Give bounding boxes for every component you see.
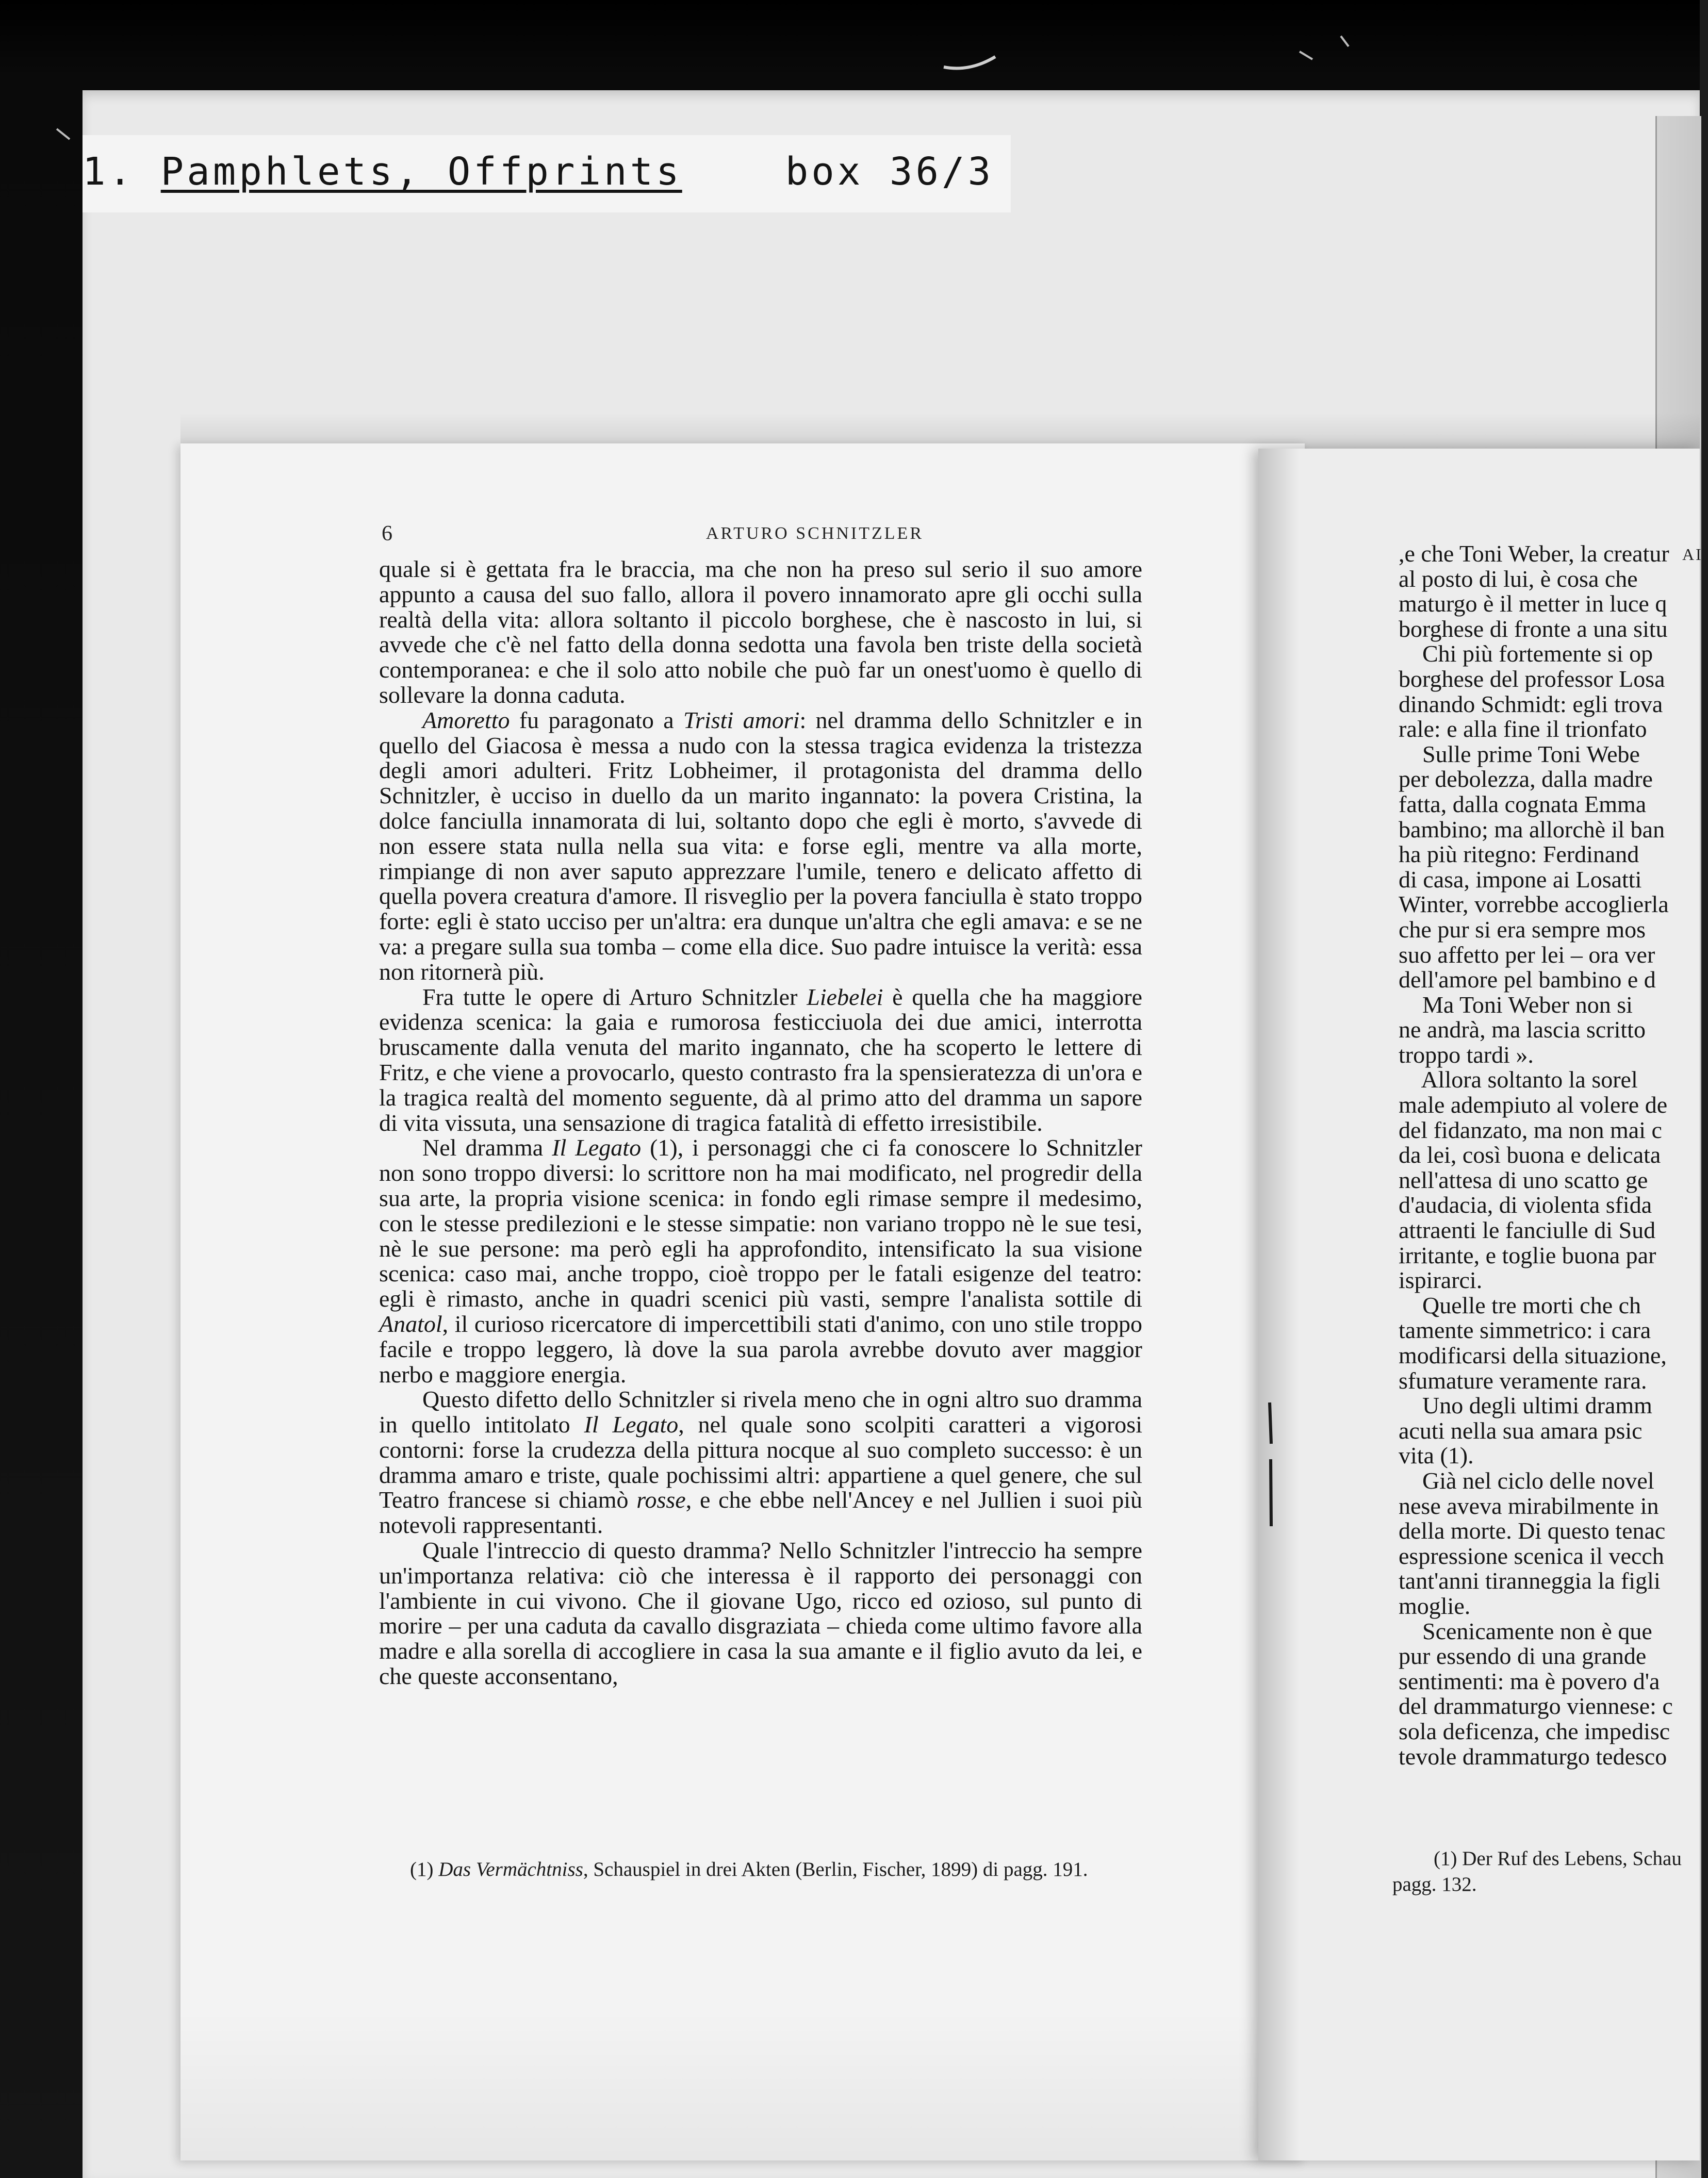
italic-title: Amoretto: [422, 706, 510, 733]
right-page-line: Winter, vorrebbe accoglierla: [1399, 891, 1669, 918]
right-page-line: borghese di fronte a una situ: [1399, 615, 1668, 642]
scan-artifact-marks: [0, 0, 1700, 103]
right-page-line: fatta, dalla cognata Emma: [1399, 790, 1647, 817]
right-page-line: Uno degli ultimi dramm: [1399, 1392, 1652, 1419]
right-page-line: modificarsi della situazione,: [1399, 1342, 1667, 1368]
label-category: Pamphlets, Offprints: [160, 150, 682, 194]
paragraph: [379, 1135, 1142, 1387]
paragraph: [379, 985, 1142, 1136]
right-page-line: dell'amore pel bambino e d: [1399, 966, 1656, 993]
right-page-line: della morte. Di questo tenac: [1399, 1517, 1666, 1544]
paragraph: [379, 708, 1142, 985]
paragraph: [379, 1538, 1142, 1689]
text-run: Fra tutte le opere di Arturo Schnitzler: [422, 983, 807, 1010]
right-page-line: male adempiuto al volere de: [1399, 1092, 1668, 1118]
paragraph: [379, 557, 1142, 708]
right-page-line: Sulle prime Toni Webe: [1399, 740, 1640, 767]
italic-title: Il Legato: [584, 1411, 679, 1438]
text-run: Nel dramma: [422, 1134, 552, 1161]
right-page-line: di casa, impone ai Losatti: [1399, 866, 1642, 893]
text-run: è quella che ha maggiore evidenza scenica: la gaia e rumorosa festicciuola dei due amici, interrotta bruscamente dalla venuta del marito ingannato, che ha scoperto le lettere di Fritz, e che viene a provocarlo, questo contrasto fra la spensieratezza di un'ora e la tragica realtà del momento seguente, dà al primo atto del dramma un sapore di vita vissuta, una sensazione di tragica fatalità di effetto irresistibile.: [379, 983, 1142, 1136]
label-index: 1.: [83, 150, 135, 194]
right-footnote-line: pagg. 132.: [1392, 1873, 1477, 1895]
page-number: 6: [382, 522, 392, 546]
right-page-line: vita (1).: [1399, 1442, 1474, 1469]
right-page-line: da lei, così buona e delicata: [1399, 1142, 1661, 1168]
right-page-line: Ma Toni Weber non si: [1399, 991, 1633, 1018]
right-footnote-line: (1) Der Ruf des Lebens, Schau: [1434, 1847, 1682, 1870]
body-text: [379, 557, 1142, 1841]
label-box: box 36/3: [785, 150, 994, 194]
right-page-line: moglie.: [1399, 1592, 1471, 1619]
italic-title: Il Legato: [552, 1134, 642, 1161]
right-page-line: sfumature veramente rara.: [1399, 1367, 1647, 1394]
running-title: ARTURO SCHNITZLER: [705, 524, 924, 543]
left-page-shade: [180, 2011, 1305, 2160]
italic-title: Anatol: [379, 1310, 442, 1337]
right-page-line: del drammaturgo viennese: c: [1399, 1693, 1673, 1720]
footnote: [379, 1856, 1142, 1913]
text-run: , nel quale sono scolpiti caratteri a vigorosi contorni: forse la crudezza della pittura nocque al suo completo successo: è un dramma amaro e triste, quale pochissimi altri: appartiene a quel genere, che sul Teatro francese si chiamò: [379, 1411, 1142, 1513]
right-page-line: irritante, e toglie buona par: [1399, 1242, 1656, 1268]
right-page-line: d'audacia, di violenta sfida: [1399, 1192, 1652, 1218]
right-page-line: nell'attesa di uno scatto ge: [1399, 1166, 1648, 1193]
right-page-line: espressione scenica il vecch: [1399, 1542, 1664, 1569]
right-page-line: tamente simmetrico: i cara: [1399, 1317, 1651, 1344]
running-head: [382, 521, 1145, 547]
right-page-line: Chi più fortemente si op: [1399, 640, 1653, 667]
paragraph: [379, 1387, 1142, 1538]
right-page-line: ne andrà, ma lascia scritto: [1399, 1016, 1646, 1043]
italic-title: Liebelei: [807, 983, 883, 1010]
text-run: : nel dramma dello Schnitzler e in quello del Giacosa è messa a nudo con la stessa tragica evidenza la tristezza degli amori adulteri. Fritz Lobheimer, il protagonista del dramma dello Schnitzler, è ucciso in duello da un marito ingannato: la povera Cristina, la dolce fanciulla innamorata di lui, soltanto dopo che egli è morto, s'avvede di non essere stata nulla nella sua vita: e forse egli, mentre va alla morte, rimpiange di non aver saputo apprezzare l'umile, tenero e delicato affetto di quella povera creatura d'amore. Il risveglio per la povera fanciulla è stato troppo forte: egli è stato ucciso per un'altra: era dunque un'altra che egli amava: e se ne va: a pregare sulla sua tomba – come ella dice. Suo padre intuisce la verità: essa non ritornerà più.: [379, 706, 1142, 985]
right-page-line: maturgo è il metter in luce q: [1399, 590, 1667, 617]
right-page-line: dinando Schmidt: egli trova: [1399, 690, 1663, 717]
right-page-line: nese aveva mirabilmente in: [1399, 1492, 1659, 1519]
right-page-line: ha più ritegno: Ferdinand: [1399, 841, 1639, 868]
right-page-line: Già nel ciclo delle novel: [1399, 1467, 1654, 1494]
right-page-text: [1399, 541, 1708, 1856]
footnote-title: Das Vermächtniss: [438, 1858, 583, 1880]
footnote-text: [379, 1856, 1142, 1883]
right-page-line: sentimenti: ma è povero d'a: [1399, 1668, 1660, 1694]
right-page-line: del fidanzato, ma non mai c: [1399, 1116, 1662, 1143]
right-page-line: per debolezza, dalla madre: [1399, 766, 1653, 793]
right-page-line: tant'anni tiranneggia la figli: [1399, 1568, 1661, 1594]
right-page-line: acuti nella sua amara psic: [1399, 1417, 1643, 1444]
text-run: Questo difetto dello Schnitzler si rivela meno che in ogni altro suo dramma in quello intitolato: [379, 1386, 1142, 1438]
right-page-line: Allora soltanto la sorel: [1399, 1066, 1638, 1093]
right-page-line: bambino; ma allorchè il ban: [1399, 816, 1665, 843]
spine-marks: [1258, 1402, 1279, 1531]
right-page-line: suo affetto per lei – ora ver: [1399, 941, 1655, 968]
right-page-line: rale: e alla fine il trionfato: [1399, 716, 1647, 742]
right-page-line: tevole drammaturgo tedesco: [1399, 1743, 1667, 1770]
right-page-line: troppo tardi ».: [1399, 1041, 1534, 1068]
italic-title: rosse: [636, 1487, 686, 1513]
right-footnote: [1392, 1846, 1702, 1903]
footnote-run: , Schauspiel in drei Akten (Berlin, Fischer, 1899) di pagg. 191.: [583, 1858, 1088, 1880]
right-page-line: attraenti le fanciulle di Sud: [1399, 1217, 1656, 1244]
text-run: , e che ebbe nell'Ancey e nel Jullien i suoi più notevoli rappresentanti.: [379, 1487, 1142, 1539]
right-page-line: borghese del professor Losa: [1399, 665, 1665, 692]
right-page-line: che pur si era sempre mos: [1399, 916, 1646, 943]
text-run: Quale l'intreccio di questo dramma? Nello Schnitzler l'intreccio ha sempre un'importanza relativa: ciò che interessa è il rapporto dei personaggi con l'ambiente in cui vivono. Che il giovane Ugo, ricco ed ozioso, sul punto di morire – per una caduta da cavallo disgraziata – chieda come ultimo favore alla madre e alla sorella di accogliere in casa la sua amante e il figlio avuto da lei, e che queste acconsentano,: [379, 1537, 1142, 1690]
right-page-line: sola deficenza, che impedisc: [1399, 1718, 1670, 1744]
text-run: (1), i personaggi che ci fa conoscere lo Schnitzler non sono troppo diversi: lo scrittore non ha mai modificato, nel progredir della sua arte, la propria visione scenica: in fondo egli rimase sempre il medesimo, con le stesse predilezioni e le stesse simpatie: non variano troppo nè le sue tesi, nè le sue persone: ma però egli ha approfondito, intensificato la sua visione scenica: caso mai, anche troppo, cioè troppo per le fatali esigenze del teatro: egli è rimasto, anche in quadri scenici più vasti, sempre l'analista sottile di: [379, 1134, 1142, 1312]
text-run: fu paragonato a: [510, 706, 684, 733]
right-page-line: ,e che Toni Weber, la creatur: [1399, 540, 1669, 567]
text-run: , il curioso ricercatore di impercettibili stati d'animo, con uno stile troppo facile e troppo leggero, là dove la sua parola avrebbe dovuto aver maggior nerbo e maggiore energia.: [379, 1310, 1142, 1388]
footnote-run: (1): [410, 1858, 439, 1880]
archive-label: [83, 143, 1062, 200]
right-page-line: ispirarci.: [1399, 1267, 1483, 1294]
page-fold-shadow: [1258, 449, 1300, 2160]
italic-title: Tristi amori: [683, 706, 800, 733]
right-page-line: Scenicamente non è que: [1399, 1618, 1652, 1644]
right-page-line: Quelle tre morti che ch: [1399, 1292, 1641, 1318]
right-page-line: pur essendo di una grande: [1399, 1643, 1647, 1670]
right-running-head: AI: [1682, 545, 1703, 564]
text-run: quale si è gettata fra le braccia, ma che non ha preso sul serio il suo amore appunto a causa del suo fallo, allora il povero innamorato apre gli occhi sulla realtà della vita: allora soltanto il piccolo borghese, che è nascosto in lui, si avvede che c'è nel fatto della donna sedotta una favola ben triste della società contemporanea: e che il solo atto nobile che può far un onest'uomo è quello di sollevare la donna caduta.: [379, 556, 1142, 708]
right-page-line: al posto di lui, è cosa che: [1399, 565, 1638, 592]
